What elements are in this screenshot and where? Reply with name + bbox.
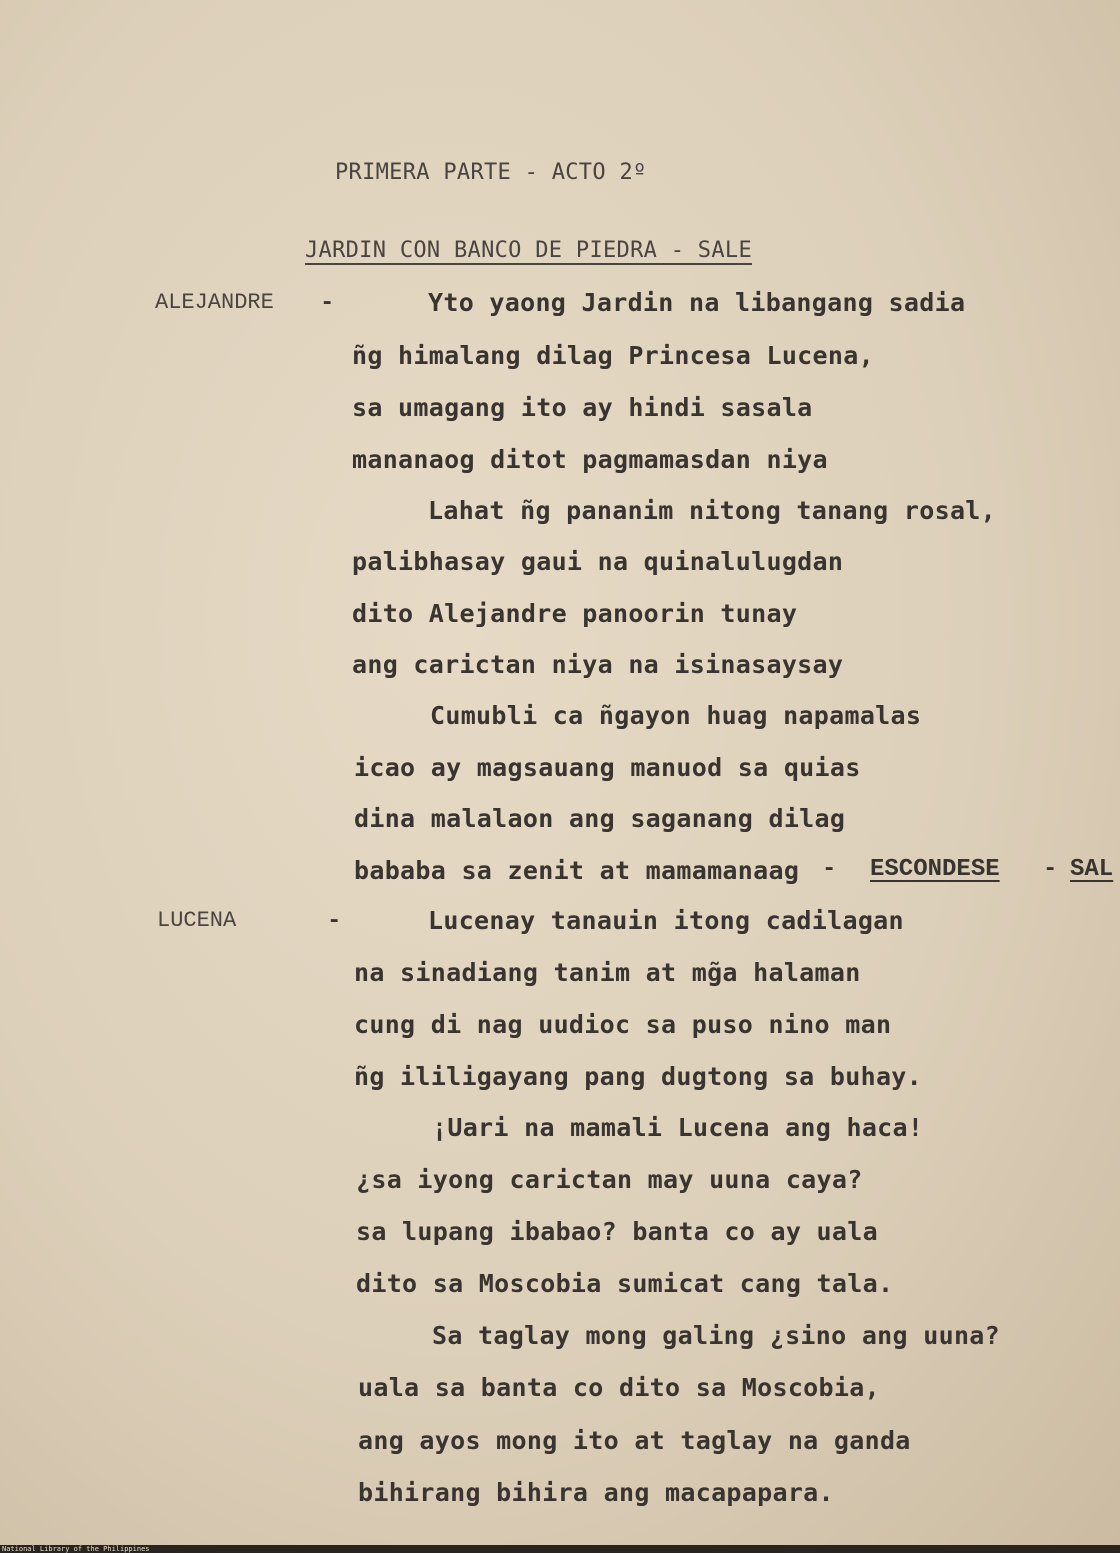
verse-line: bababa sa zenit at mamamanaag xyxy=(354,856,800,885)
library-credit: National Library of the Philippines xyxy=(2,1545,150,1553)
speaker-dash: - xyxy=(320,290,335,317)
verse-line: na sinadiang tanim at mg̃a halaman xyxy=(354,958,861,987)
verse-line: Yto yaong Jardin na libangang sadia xyxy=(428,288,966,317)
stage-dash: - xyxy=(822,856,837,883)
verse-line: dito sa Moscobia sumicat cang tala. xyxy=(356,1269,894,1298)
verse-line: ¿sa iyong carictan may uuna caya? xyxy=(356,1165,863,1194)
stage-dash: - xyxy=(1043,856,1058,883)
verse-line: cung di nag uudioc sa puso nino man xyxy=(354,1010,892,1039)
speaker-dash: - xyxy=(327,908,342,935)
verse-line: sa lupang ibabao? banta co ay uala xyxy=(356,1217,878,1246)
stage-direction-sal: SAL xyxy=(1070,856,1114,883)
verse-line: dito Alejandre panoorin tunay xyxy=(352,599,798,628)
verse-line: palibhasay gaui na quinalulugdan xyxy=(352,547,844,576)
verse-line: sa umagang ito ay hindi sasala xyxy=(352,393,813,422)
verse-line: uala sa banta co dito sa Moscobia, xyxy=(358,1373,880,1402)
speaker-alejandre: ALEJANDRE xyxy=(155,290,274,315)
verse-line: ang carictan niya na isinasaysay xyxy=(352,650,844,679)
verse-line: Lucenay tanauin itong cadilagan xyxy=(428,906,904,935)
stage-direction-escondese: ESCONDESE xyxy=(870,856,1000,883)
verse-line: Cumubli ca ñgayon huag napamalas xyxy=(430,701,922,730)
verse-line: bihirang bihira ang macapapara. xyxy=(358,1478,834,1507)
verse-line: ñg himalang dilag Princesa Lucena, xyxy=(352,341,874,370)
verse-line: ang ayos mong ito at taglay na ganda xyxy=(358,1426,911,1455)
verse-line: Lahat ñg pananim nitong tanang rosal, xyxy=(428,496,996,525)
verse-line: Sa taglay mong galing ¿sino ang uuna? xyxy=(432,1321,1000,1350)
verse-line: ¡Uari na mamali Lucena ang haca! xyxy=(432,1113,924,1142)
act-title: PRIMERA PARTE - ACTO 2º xyxy=(335,160,647,185)
scene-heading: JARDIN CON BANCO DE PIEDRA - SALE xyxy=(305,238,752,263)
verse-line: ñg ililigayang pang dugtong sa buhay. xyxy=(354,1062,922,1091)
verse-line: dina malalaon ang saganang dilag xyxy=(354,804,846,833)
speaker-lucena: LUCENA xyxy=(157,908,237,933)
verse-line: icao ay magsauang manuod sa quias xyxy=(354,753,861,782)
verse-line: mananaog ditot pagmamasdan niya xyxy=(352,445,828,474)
